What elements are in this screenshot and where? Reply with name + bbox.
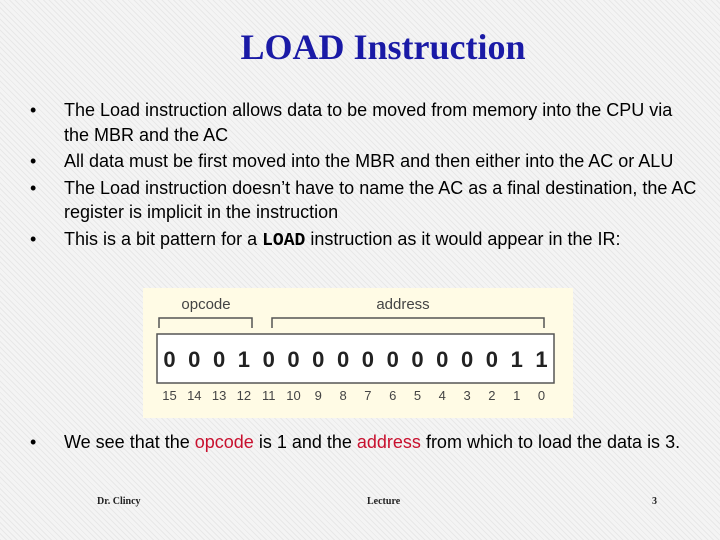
bit-value: 0 [163, 347, 176, 372]
bit-value: 0 [336, 347, 350, 372]
opcode-highlight: opcode [194, 432, 254, 452]
load-code-text: LOAD [262, 230, 306, 251]
bit-position-label: 2 [488, 388, 496, 403]
footer-author: Dr. Clincy [97, 496, 141, 507]
bullet-text: instruction as it would appear in the IR: [305, 228, 621, 249]
bit-value: 0 [361, 347, 375, 372]
bit-position-label: 11 [261, 388, 276, 403]
bit-position-label: 10 [286, 388, 301, 403]
bullet-text: is 1 and the [253, 432, 357, 452]
bit-value: 0 [188, 347, 201, 372]
bit-position-label: 5 [413, 388, 422, 403]
bit-position-label: 15 [162, 388, 177, 403]
bit-position-label: 12 [236, 388, 252, 403]
bullet-text: We see that the [64, 432, 195, 452]
bullet-item: • The Load instruction allows data to be moved from memory into the CPU via the MBR and the AC [30, 98, 700, 147]
bullet-item [30, 430, 700, 455]
bit-value: 1 [510, 347, 523, 372]
bit-value: 0 [411, 347, 424, 372]
address-highlight: address [356, 432, 421, 452]
bullet-text: This is a bit pattern for a [64, 228, 263, 249]
bit-pattern-svg [143, 288, 573, 418]
bit-position-label: 14 [187, 388, 202, 403]
footer-lecture: Lecture [367, 496, 401, 507]
bullet-item: • All data must be first moved into the MBR and then either into the AC or ALU [30, 149, 700, 174]
bit-position-label: 4 [438, 388, 446, 403]
bit-value: 1 [535, 347, 548, 372]
opcode-label: opcode [181, 296, 231, 313]
bit-position-label: 0 [537, 388, 546, 403]
footer-page-number: 3 [652, 496, 657, 507]
address-label: address [376, 296, 430, 313]
bit-position-label: 13 [211, 388, 227, 403]
conclusion-list [30, 430, 700, 455]
bit-position-label: 9 [314, 388, 322, 403]
bit-position-label: 8 [339, 388, 347, 403]
bit-position-label: 3 [463, 388, 471, 403]
bit-value: 1 [237, 347, 251, 372]
bullet-item: • The Load instruction doesn’t have to name the AC as a final destination, the AC register is implicit in the instruction [30, 176, 700, 225]
bullet-text: from which to load the data is 3. [420, 432, 681, 452]
bit-value: 0 [262, 347, 275, 372]
bit-value: 0 [312, 347, 325, 372]
address-bracket [272, 318, 544, 328]
bit-value: 0 [386, 347, 399, 372]
bit-position-label: 7 [364, 388, 372, 403]
bullet-list [30, 98, 700, 255]
bit-position-label: 1 [513, 388, 521, 403]
bit-value: 0 [460, 347, 474, 372]
bit-value: 0 [287, 347, 300, 372]
opcode-bracket [159, 318, 252, 328]
bit-value: 0 [212, 347, 226, 372]
bit-pattern-diagram [143, 288, 573, 418]
bit-value: 0 [436, 347, 449, 372]
slide-title: LOAD Instruction [240, 27, 526, 67]
bit-value: 0 [485, 347, 499, 372]
bit-position-label: 6 [389, 388, 397, 403]
bullet-item [30, 227, 700, 254]
